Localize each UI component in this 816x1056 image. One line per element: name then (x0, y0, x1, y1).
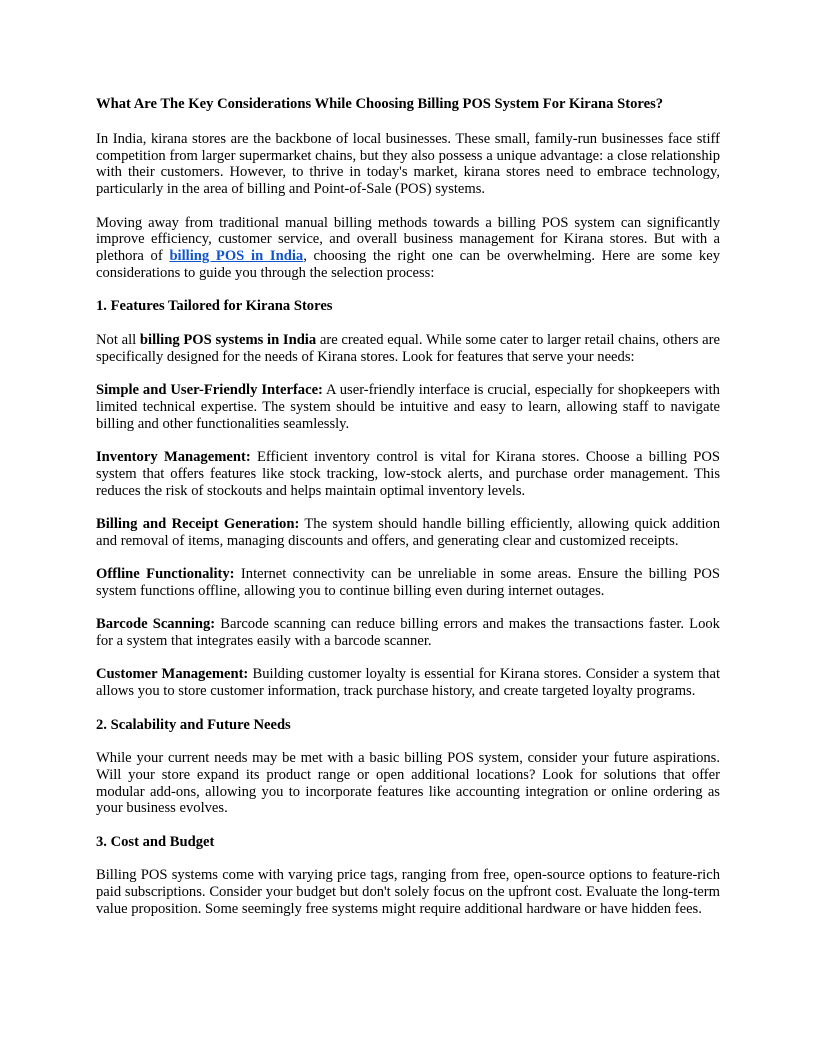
feature-label: Customer Management: (96, 666, 249, 683)
document-page (96, 88, 720, 934)
section-2-text: While your current needs may be met with a basic billing POS system, consider your future aspirations. Will your store expand its product range or open additional locations? Look for solutions that offer modular add-ons, allowing you to incorporate features like accounting integration or online ordering as your business evolves. (96, 750, 720, 817)
feature-label: Simple and User-Friendly Interface: (96, 381, 323, 398)
section-1-intro-text-before: Not all (96, 331, 140, 348)
feature-billing-receipt (96, 516, 720, 550)
intro-paragraph-1: In India, kirana stores are the backbone of local businesses. These small, family-run businesses face stiff competition from larger supermarket chains, but they also possess a unique advantage: a close relationship with their customers. However, to thrive in today's market, kirana stores need to embrace technology, particularly in the area of billing and Point-of-Sale (POS) systems. (96, 130, 720, 198)
document-title: What Are The Key Considerations While Choosing Billing POS System For Kirana Stores? (96, 96, 664, 112)
feature-inventory-management (96, 449, 720, 499)
intro-p2-text-before: Moving away from traditional manual billing methods towards a billing POS system can significantly improve efficiency, customer service, and overall business management for Kirana stores. But with a plethora of (96, 214, 720, 265)
section-1-intro-bold: billing POS systems in India (139, 331, 317, 348)
intro-paragraph-2 (96, 215, 720, 282)
feature-text: Barcode scanning can reduce billing errors and makes the transactions faster. Look for a system that integrates easily with a barcode scanner. (96, 616, 720, 650)
feature-offline (96, 566, 720, 600)
section-1-intro-text-after: are created equal. While some cater to larger retail chains, others are specifically designed for the needs of Kirana stores. Look for features that serve your needs: (96, 331, 720, 365)
billing-pos-india-link[interactable]: billing POS in India (169, 248, 304, 265)
feature-user-interface (96, 382, 720, 432)
feature-text: Building customer loyalty is essential for Kirana stores. Consider a system that allows you to store customer information, track purchase history, and create targeted loyalty programs. (96, 666, 720, 700)
section-2-heading: 2. Scalability and Future Needs (96, 716, 291, 733)
intro-p2-text-after: , choosing the right one can be overwhelming. Here are some key considerations to guide you through the selection process: (96, 248, 720, 281)
section-1-intro (96, 332, 720, 366)
feature-text: Efficient inventory control is vital for Kirana stores. Choose a billing POS system that offers features like stock tracking, low-stock alerts, and purchase order management. This reduces the risk of stockouts and helps maintain optimal inventory levels. (96, 448, 720, 499)
feature-barcode (96, 616, 720, 650)
section-3-heading: 3. Cost and Budget (96, 833, 215, 850)
feature-label: Inventory Management: (96, 448, 251, 465)
feature-label: Barcode Scanning: (96, 616, 216, 633)
feature-label: Billing and Receipt Generation: (96, 515, 300, 532)
feature-customer-management (96, 666, 720, 700)
section-1-heading: 1. Features Tailored for Kirana Stores (96, 298, 333, 315)
feature-text: The system should handle billing efficiently, allowing quick addition and removal of items, managing discounts and offers, and generating clear and customized receipts. (96, 515, 720, 549)
feature-text: Internet connectivity can be unreliable in some areas. Ensure the billing POS system functions offline, allowing you to continue billing even during internet outages. (96, 566, 720, 599)
feature-label: Offline Functionality: (96, 566, 235, 583)
section-3-text: Billing POS systems come with varying price tags, ranging from free, open-source options to feature-rich paid subscriptions. Consider your budget but don't solely focus on the upfront cost. Evaluate the long-term value proposition. Some seemingly free systems might require additional hardware or have hidden fees. (96, 867, 720, 917)
feature-text: A user-friendly interface is crucial, especially for shopkeepers with limited technical expertise. The system should be intuitive and easy to learn, allowing staff to navigate billing and other functionalities seamlessly. (96, 381, 720, 432)
